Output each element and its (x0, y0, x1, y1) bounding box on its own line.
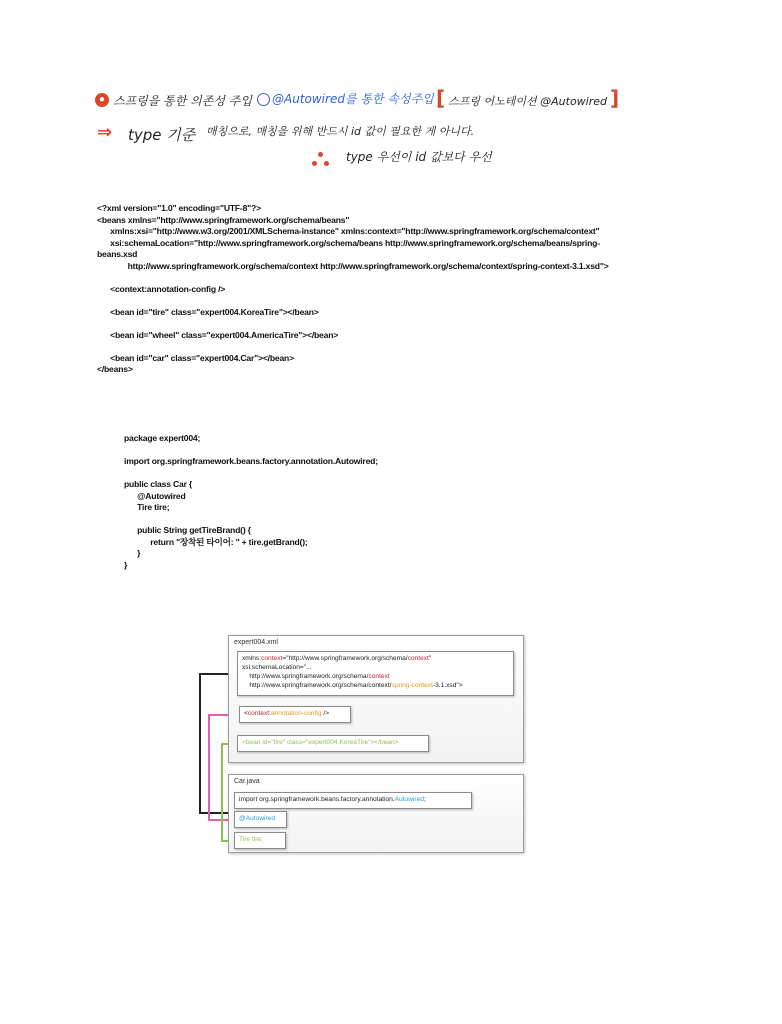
red-circle-bullet-icon: ● (95, 93, 109, 107)
code-line: <?xml version="1.0" encoding="UTF-8"?> (97, 203, 261, 213)
note-line2-type: type 기준 (128, 126, 196, 144)
black-connector-vertical (199, 673, 201, 813)
code-line: <context:annotation-config /> (97, 283, 226, 294)
code-line: public class Car { (124, 479, 193, 489)
code-line (124, 445, 378, 457)
note-line2-desc: 매칭으로, 매칭을 위해 반드시 id 값이 필요한 게 아니다. (206, 125, 475, 138)
therefore-dot-icon (312, 161, 317, 166)
pink-connector-vertical (208, 714, 210, 820)
code-line: beans.xsd (97, 249, 138, 259)
code-line (124, 468, 378, 480)
code-line: <beans xmlns="http://www.springframework.org/schema/beans" (97, 214, 350, 225)
code-line (97, 341, 609, 353)
arrow-icon: ⇒ (97, 122, 113, 143)
therefore-dot-icon (324, 161, 329, 166)
code-line: http://www.springframework.org/schema/context http://www.springframework.org/schema/context/spring-context-3.1.xsd"> (97, 260, 609, 271)
code-line (97, 318, 609, 330)
code-line: xmlns:xsi="http://www.w3.org/2001/XMLSchema-instance" xmlns:context="http://www.springframework.org/schema/context" (97, 226, 600, 236)
code-line (124, 514, 378, 526)
code-line: xsi:schemaLocation="http://www.springframework.org/schema/beans http://www.springframework.org/schema/beans/spring- (97, 237, 600, 248)
green-connector-vertical (221, 743, 223, 841)
note-line1-di: 스프링을 통한 의존성 주입 (113, 94, 252, 108)
xml-panel-title: expert004.xml (234, 639, 278, 646)
note-line3: type 우선이 id 값보다 우선 (346, 150, 492, 164)
code-line (97, 272, 609, 284)
code-line: } (124, 559, 128, 570)
code-line: package expert004; (124, 433, 201, 443)
java-panel-title: Car.java (234, 778, 260, 785)
tire-field-box: Tire tire; (234, 832, 286, 849)
blue-circle-bullet-icon (257, 93, 270, 106)
code-line: import org.springframework.beans.factory.annotation.Autowired; (124, 456, 378, 466)
import-autowired-box: import org.springframework.beans.factory.annotation.Autowired; (234, 792, 472, 809)
note-line1-bracket: [ 스프링 어노테이션 @Autowired ] (436, 86, 620, 110)
code-line: <bean id="tire" class="expert004.KoreaTire"></bean> (97, 306, 319, 317)
code-line: <bean id="car" class="expert004.Car"></bean> (97, 352, 294, 363)
code-line: Tire tire; (124, 502, 170, 512)
bean-tire-box: <bean id="tire" class="expert004.KoreaTire"></bean> (237, 735, 429, 752)
code-line: } (124, 548, 141, 558)
code-line: return "장착된 타이어: " + tire.getBrand(); (124, 536, 308, 547)
therefore-dot-icon (318, 152, 323, 157)
xmlns-box: xmlns:context="http://www.springframework.org/schema/context" xsi:schemaLocation="... http://www.springframework.org/schema/context http://www.springframework.org/schema/context/spring-context-3.1.xsd"> (237, 651, 514, 696)
code-line: <bean id="wheel" class="expert004.AmericaTire"></bean> (97, 329, 339, 340)
code-line: public String getTireBrand() { (124, 525, 251, 535)
note-line1-autowired: @Autowired를 통한 속성주입 (272, 92, 434, 106)
xml-code-block (97, 203, 609, 376)
code-line: </beans> (97, 364, 133, 374)
java-code-block (124, 433, 378, 571)
code-line (97, 295, 609, 307)
code-line: @Autowired (124, 490, 186, 501)
autowired-annotation-box: @Autowired (234, 811, 287, 828)
context-annotation-config-box: <context:annotation-config /> (239, 706, 351, 723)
